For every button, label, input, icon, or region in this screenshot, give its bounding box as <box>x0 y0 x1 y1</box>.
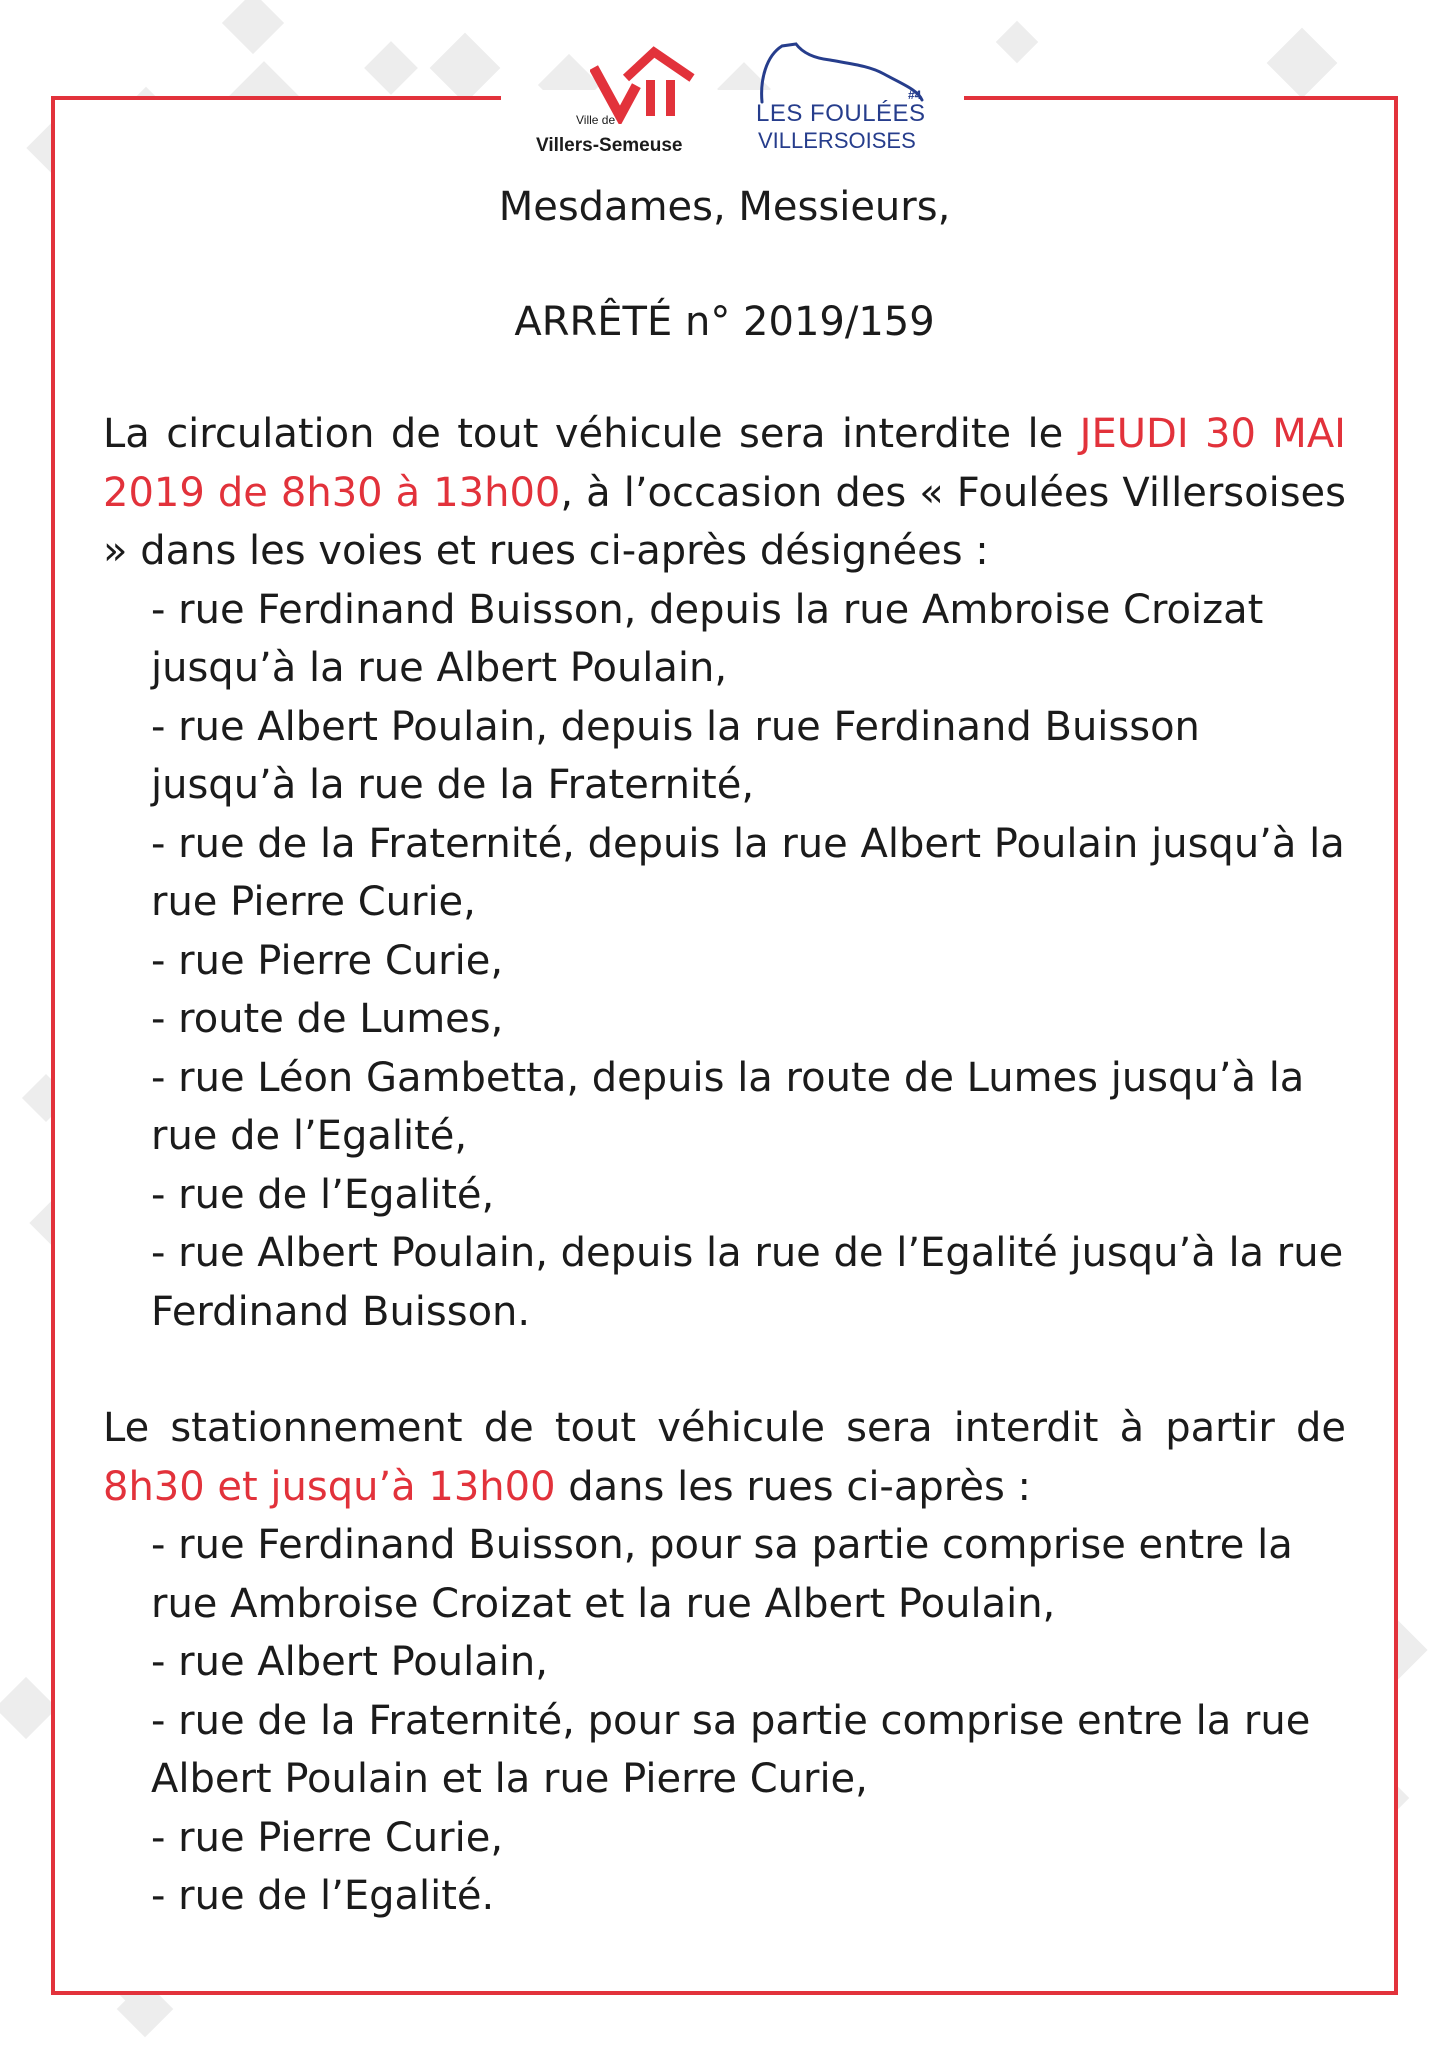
background-diamond <box>430 33 501 104</box>
parking-paragraph <box>103 1399 1346 1516</box>
list-item: - rue Pierre Curie, <box>151 1814 504 1861</box>
list-item: - rue Léon Gambetta, depuis la route de Lumes jusqu’à la rue de l’Egalité, <box>151 1054 1305 1159</box>
list-item: - rue Albert Poulain, <box>151 1639 548 1685</box>
villers-semeuse-logo <box>530 40 730 160</box>
parking-intro-text: Le stationnement de tout véhicule sera interdit à partir de <box>103 1405 1346 1451</box>
parking-street-list <box>103 1516 1346 1926</box>
list-item: - rue Albert Poulain, depuis la rue de l’Egalité jusqu’à la rue Ferdinand Buisson. <box>151 1230 1344 1335</box>
traffic-street-list <box>103 581 1346 1342</box>
traffic-intro-rest: , à l’occasion des « Foulées Villersoises » dans les voies et rues ci-après désignées : <box>103 469 1347 574</box>
parking-time-highlight: 8h30 et jusqu’à 13h00 <box>103 1463 556 1510</box>
logo-foulees-number: #4 <box>908 88 922 102</box>
list-item: - rue de la Fraternité, depuis la rue Albert Poulain jusqu’à la rue Pierre Curie, <box>151 820 1345 925</box>
list-item: - rue Ferdinand Buisson, pour sa partie comprise entre la rue Ambroise Croizat et la rue Albert Poulain, <box>151 1522 1293 1627</box>
foulees-villersoises-logo <box>752 40 942 160</box>
list-item: - rue de l’Egalité, <box>151 1171 495 1218</box>
list-item: - rue Albert Poulain, depuis la rue Ferdinand Buisson jusqu’à la rue de la Fraternité, <box>151 703 1200 808</box>
list-item: - rue de la Fraternité, pour sa partie comprise entre la rue Albert Poulain et la rue Pierre Curie, <box>151 1697 1311 1802</box>
document-body <box>103 178 1346 1926</box>
background-diamond <box>364 41 418 95</box>
background-diamond <box>0 1677 57 1739</box>
logo-foulees-subtitle: VILLERSOISES <box>758 128 916 153</box>
traffic-date-highlight: JEUDI 30 MAI 2019 de 8h30 à 13h00 <box>103 411 1346 516</box>
logo-ville-prefix: Ville de <box>576 113 616 127</box>
logo-foulees-title: LES FOULÉES <box>756 100 926 127</box>
traffic-intro-text: La circulation de tout véhicule sera interdite le <box>103 411 1080 457</box>
list-item: - rue de l’Egalité. <box>151 1873 495 1919</box>
list-item: - route de Lumes, <box>151 996 504 1042</box>
decree-title: ARRÊTÉ n° 2019/159 <box>514 299 935 345</box>
logo-ville-name: Villers-Semeuse <box>536 135 683 156</box>
list-item: - rue Pierre Curie, <box>151 937 504 984</box>
salutation: Mesdames, Messieurs, <box>498 184 951 230</box>
parking-intro-rest: dans les rues ci-après : <box>555 1463 1031 1510</box>
list-item: - rue Ferdinand Buisson, depuis la rue Ambroise Croizat jusqu’à la rue Albert Poulain, <box>151 586 1264 691</box>
background-diamond <box>996 21 1038 63</box>
villers-semeuse-mark-icon <box>590 44 710 124</box>
traffic-paragraph <box>103 405 1346 581</box>
header-logos <box>530 40 940 160</box>
background-diamond <box>222 0 284 54</box>
background-diamond <box>1267 28 1338 99</box>
